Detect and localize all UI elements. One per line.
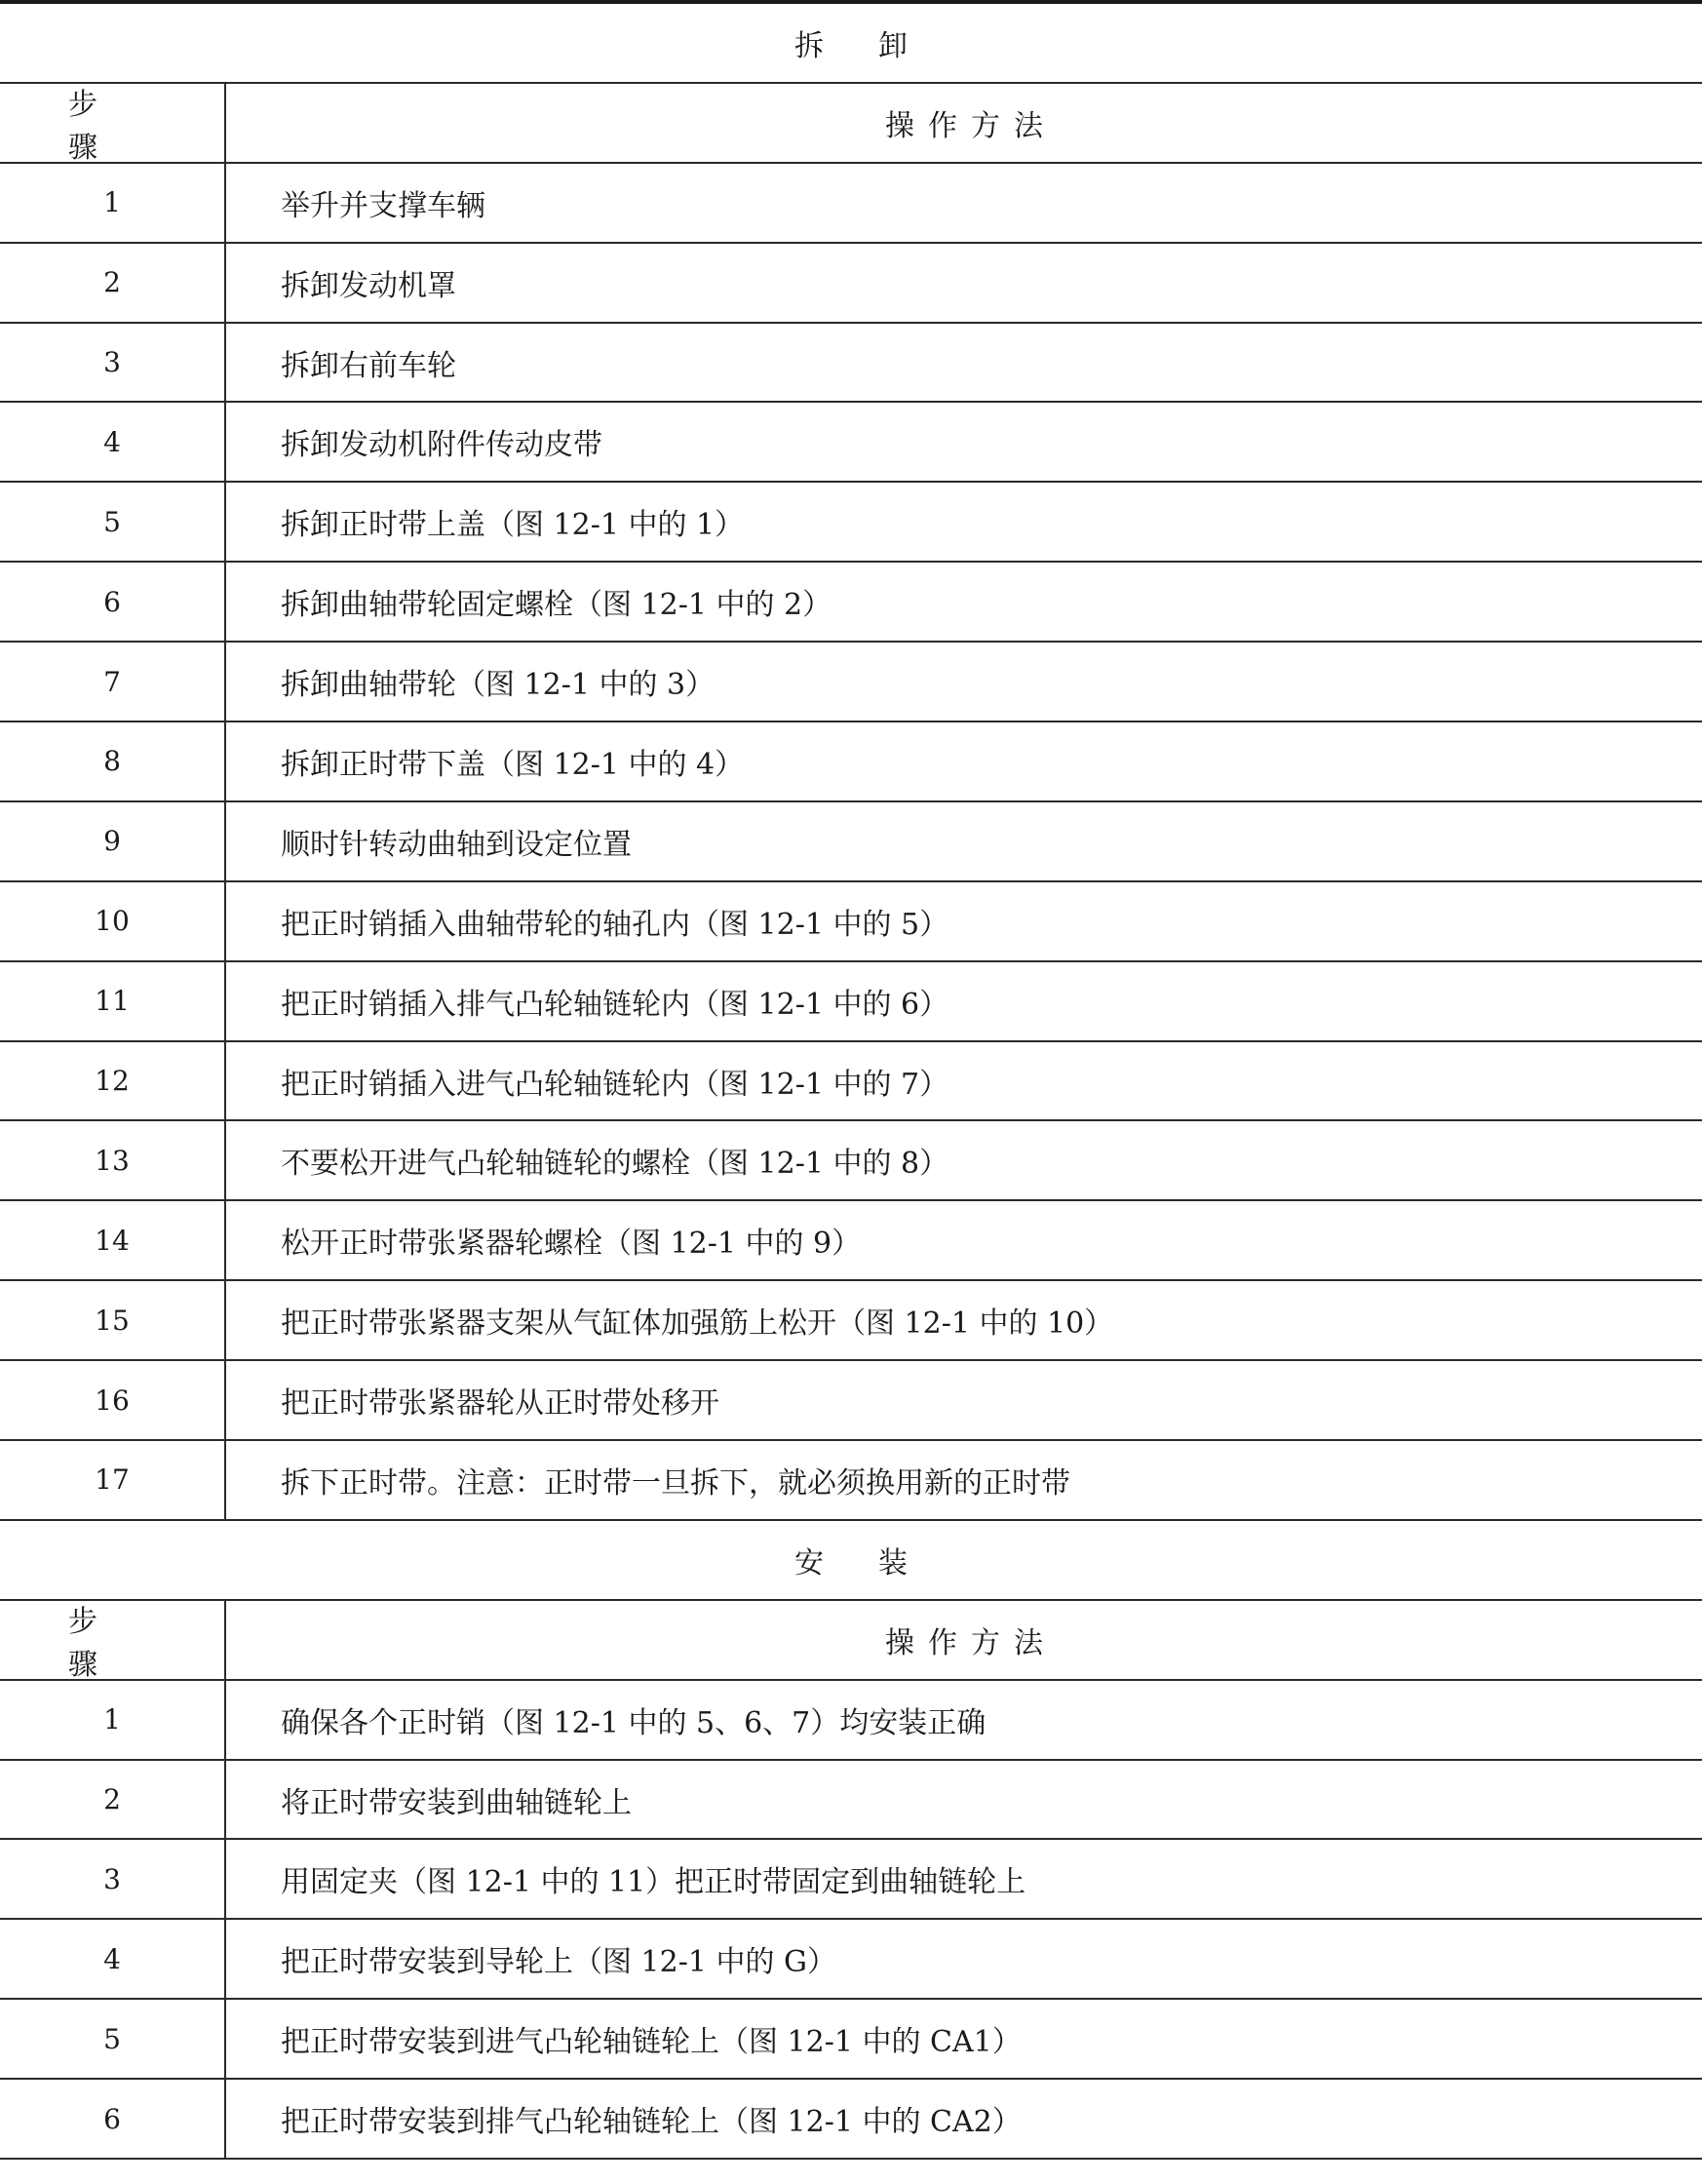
table-row: [0, 164, 1702, 244]
table-row: [0, 1920, 1702, 2000]
table-row: [0, 403, 1702, 483]
step-number: 5: [0, 2000, 226, 2078]
step-number: 1: [0, 164, 226, 242]
table-row: [0, 1441, 1702, 1521]
step-number: 17: [0, 1441, 226, 1519]
section-title-row: [0, 4, 1702, 84]
table-row: [0, 882, 1702, 962]
step-column-header: [0, 84, 226, 165]
step-number: 16: [0, 1361, 226, 1439]
table-row: [0, 324, 1702, 404]
method-text: 把正时销插入进气凸轮轴链轮内（图 12-1 中的 7）: [281, 1067, 949, 1102]
table-row: [0, 2080, 1702, 2160]
method-text: 顺时针转动曲轴到设定位置: [281, 827, 632, 862]
method-column-header: [226, 1601, 1702, 1679]
method-text: 拆卸右前车轮: [281, 348, 456, 383]
column-header-row: [0, 1601, 1702, 1681]
method-text: 把正时带安装到进气凸轮轴链轮上（图 12-1 中的 CA1）: [281, 2025, 1022, 2060]
step-number: 9: [0, 802, 226, 880]
method-text: 拆卸正时带上盖（图 12-1 中的 1）: [281, 508, 745, 543]
column-header-row: [0, 84, 1702, 164]
step-number: 7: [0, 643, 226, 721]
method-text: 拆卸正时带下盖（图 12-1 中的 4）: [281, 747, 745, 782]
step-number: 14: [0, 1201, 226, 1279]
step-header-label: 步骤: [68, 1604, 166, 1682]
step-number: 12: [0, 1042, 226, 1120]
method-text: 拆卸发动机罩: [281, 268, 456, 303]
table-row: [0, 1840, 1702, 1920]
method-text: 把正时带张紧器轮从正时带处移开: [281, 1386, 719, 1422]
table-row: [0, 962, 1702, 1042]
table-row: [0, 802, 1702, 882]
method-text: 拆卸曲轴带轮（图 12-1 中的 3）: [281, 668, 716, 703]
table-row: [0, 1761, 1702, 1841]
method-column-header: [226, 84, 1702, 162]
method-header-label: 操作方法: [885, 1625, 1057, 1660]
table-row: [0, 563, 1702, 643]
step-number: 15: [0, 1281, 226, 1359]
step-number: 13: [0, 1121, 226, 1199]
step-number: 5: [0, 483, 226, 561]
method-text: 确保各个正时销（图 12-1 中的 5、6、7）均安装正确: [281, 1705, 986, 1740]
step-number: 11: [0, 962, 226, 1040]
method-text: 拆卸曲轴带轮固定螺栓（图 12-1 中的 2）: [281, 588, 832, 623]
method-text: 用固定夹（图 12-1 中的 11）把正时带固定到曲轴链轮上: [281, 1865, 1026, 1900]
step-number: 2: [0, 244, 226, 322]
step-number: 3: [0, 324, 226, 402]
step-number: 6: [0, 2080, 226, 2158]
table-row: [0, 1121, 1702, 1201]
step-number: 1: [0, 1681, 226, 1759]
method-text: 把正时销插入排气凸轮轴链轮内（图 12-1 中的 6）: [281, 987, 949, 1022]
table-row: [0, 483, 1702, 563]
method-header-label: 操作方法: [885, 108, 1057, 143]
method-text: 将正时带安装到曲轴链轮上: [281, 1785, 632, 1820]
section-title-row: [0, 1521, 1702, 1601]
section-title: 安装: [794, 1545, 962, 1580]
method-text: 把正时带安装到排气凸轮轴链轮上（图 12-1 中的 CA2）: [281, 2105, 1022, 2140]
step-number: 10: [0, 882, 226, 960]
table-row: [0, 244, 1702, 324]
method-text: 举升并支撑车辆: [281, 188, 485, 223]
step-number: 8: [0, 722, 226, 800]
table-row: [0, 1281, 1702, 1361]
method-text: 把正时带安装到导轮上（图 12-1 中的 G）: [281, 1945, 836, 1980]
step-column-header: [0, 1601, 226, 1682]
step-number: 3: [0, 1840, 226, 1918]
method-text: 把正时销插入曲轴带轮的轴孔内（图 12-1 中的 5）: [281, 907, 949, 942]
step-header-label: 步骤: [68, 87, 166, 165]
table-row: [0, 1681, 1702, 1761]
section-title: 拆卸: [794, 28, 962, 63]
table-row: [0, 1201, 1702, 1281]
step-number: 4: [0, 403, 226, 481]
method-text: 不要松开进气凸轮轴链轮的螺栓（图 12-1 中的 8）: [281, 1147, 949, 1182]
table-row: [0, 722, 1702, 802]
table-row: [0, 1042, 1702, 1122]
method-text: 松开正时带张紧器轮螺栓（图 12-1 中的 9）: [281, 1227, 862, 1262]
method-text: 把正时带张紧器支架从气缸体加强筋上松开（图 12-1 中的 10）: [281, 1306, 1114, 1342]
step-number: 2: [0, 1761, 226, 1839]
table-row: [0, 643, 1702, 722]
table-row: [0, 1361, 1702, 1441]
method-text: 拆下正时带。注意：正时带一旦拆下，就必须换用新的正时带: [281, 1465, 1070, 1501]
method-text: 拆卸发动机附件传动皮带: [281, 428, 602, 463]
step-number: 4: [0, 1920, 226, 1998]
step-number: 6: [0, 563, 226, 641]
table-row: [0, 2000, 1702, 2080]
